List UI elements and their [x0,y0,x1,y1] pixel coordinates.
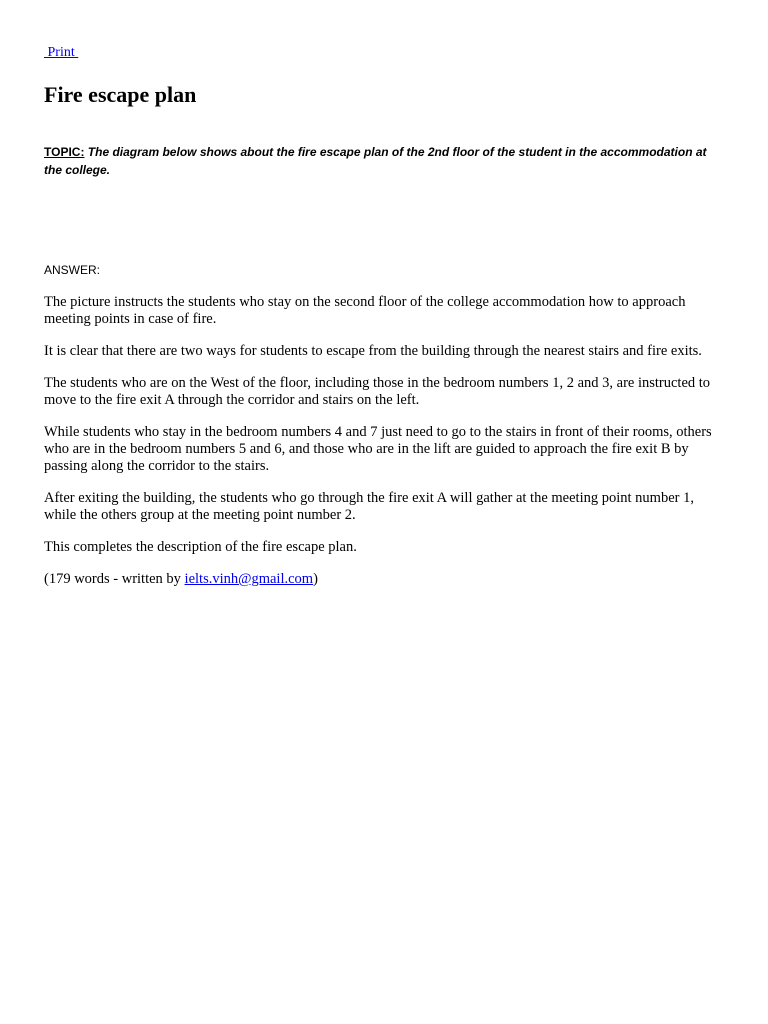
author-email-link[interactable]: ielts.vinh@gmail.com [184,571,314,587]
page-title: Fire escape plan [44,82,197,107]
credit-suffix: ) [313,571,318,587]
answer-paragraph-3: The students who are on the West of the floor, including those in the bedroom numbers 1, 2 and 3, are instructed to move to the fire exit A through the corridor and stairs on the left. [44,375,711,408]
topic-label: TOPIC: [44,145,85,159]
credit-prefix: (179 words - written by [44,571,185,587]
answer-paragraph-6: This completes the description of the fire escape plan. [44,539,357,555]
answer-body [44,294,726,603]
answer-paragraph-1: The picture instructs the students who stay on the second floor of the college accommodation how to approach meeting points in case of fire. [44,294,686,327]
word-count-credit [44,571,726,588]
print-link[interactable]: Print [44,45,79,60]
answer-paragraph-5: After exiting the building, the students who go through the fire exit A will gather at the meeting point number 1, while the others group at the meeting point number 2. [44,490,694,523]
topic-paragraph [44,143,726,179]
answer-paragraph-4: While students who stay in the bedroom numbers 4 and 7 just need to go to the stairs in front of their rooms, others who are in the bedroom numbers 5 and 6, and those who are in the lift are guided to approach the fire exit B by passing along the corridor to the stairs. [44,424,712,474]
answer-paragraph-2: It is clear that there are two ways for students to escape from the building through the nearest stairs and fire exits. [44,343,702,359]
answer-label: ANSWER: [44,263,101,277]
topic-text: The diagram below shows about the fire escape plan of the 2nd floor of the student in the accommodation at the college. [44,145,707,177]
